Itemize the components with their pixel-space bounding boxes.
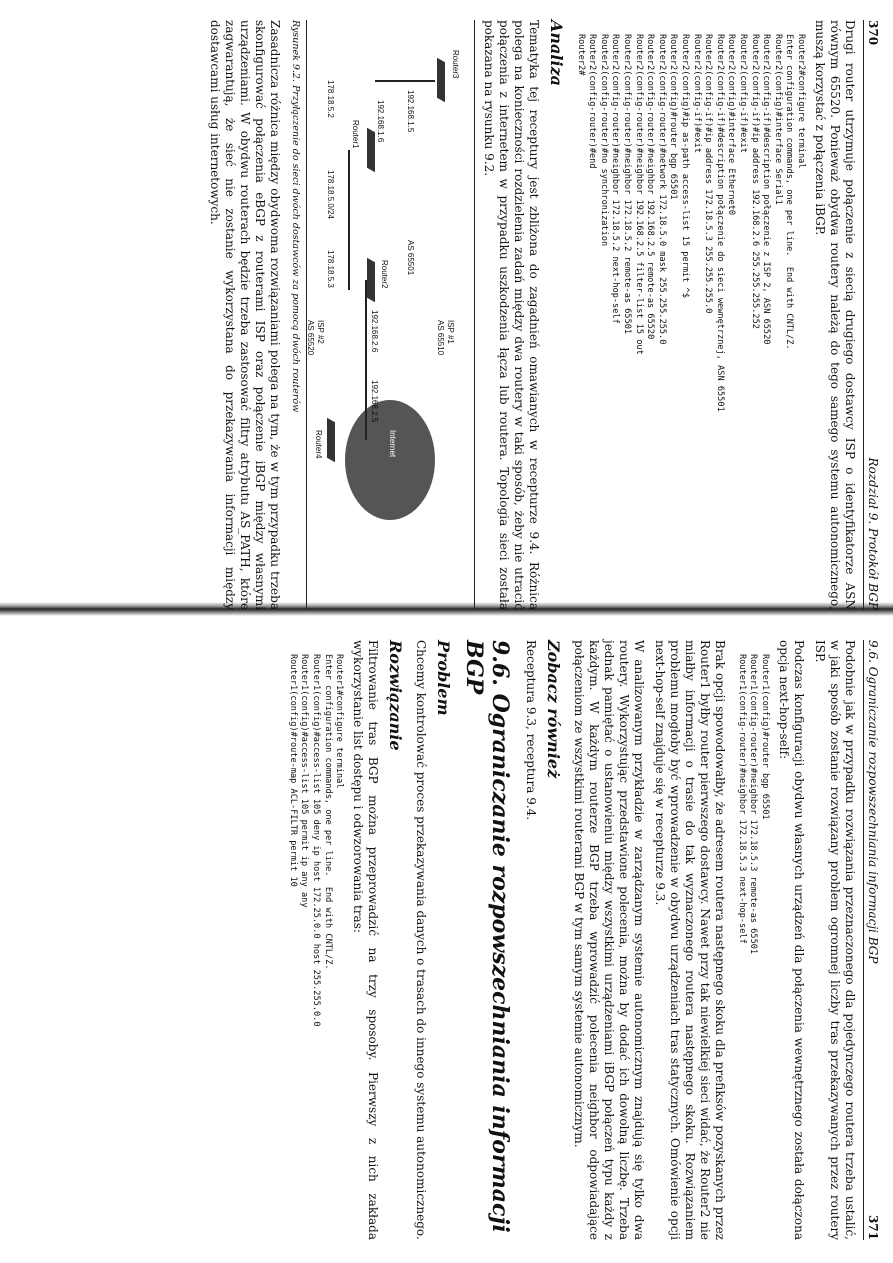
lan-segment <box>348 150 350 290</box>
route-map-code: Router1#configure terminal Enter configuration commands, one per line. End with CNTL/Z. Router1(config)#access-list 105 deny ip host 172.25.0.0 host 255.255.0.0 Router1(config)#access-list 105 permit ip any any Router1(config)#route-map ACL-FILTR permit 10 <box>287 654 345 1027</box>
analysis-paragraph: Tematyka tej receptury jest zbliżona do zagadnień omawianych w recepturze 9.4. Różnica polega na konieczności rozdzielenia zadań między dwa routery w taki sposób, żeby nie utracić połączenia z internetem w przypadku uszkodzenia łącza lub routera. Topologia sieci została pokazana na rysunku 9.2. <box>482 20 542 610</box>
see-also-text: Receptura 9.3, receptura 9.4. <box>524 640 539 821</box>
router1-label: Router1 <box>351 120 361 149</box>
as65520-label: AS 65520 <box>306 320 316 356</box>
internet-label: Internet <box>388 430 398 458</box>
net-178-18-5-0-24: 178.18.5.0/24 <box>326 170 336 219</box>
figure-border-top <box>474 20 475 610</box>
analysis-heading: Analiza <box>547 20 567 87</box>
router2-label: Router2 <box>380 260 390 289</box>
chapter-title: 9.6. Ograniczanie rozpowszechniania informacji BGP <box>866 640 880 964</box>
figure-border-bottom <box>306 20 307 610</box>
problem-text: Chcemy kontrolować proces przekazywania danych o trasach do innego systemu autonomicznego. <box>414 640 429 1240</box>
ip-192-168-1-5: 192.168.1.5 <box>406 90 416 133</box>
router4-icon <box>327 418 335 463</box>
paragraph-3: Brak opcji spowodowałby, że adresem routera następnego skoku dla prefiksów pozyskanych przez Router1 byłby router pierwszego dostawcy. Nawet przy tak niewielkiej sieci widać, że Router2 nie miałby informacji o trasie do tak wyznaczonego routera następnego skoku. Rozwiązaniem problemu mogłoby być wprowadzenie w obydwu urządzeniach tras statycznych. Omówienie opcji next-hop-self znajduje się w recepturze 9.3. <box>653 640 728 1240</box>
left-page <box>20 20 880 610</box>
ip-192-168-2-5: 192.168.2.5 <box>370 380 380 423</box>
paragraph-2: Podczas konfiguracji obydwu własnych urządzeń dla połączenia wewnętrznego została dołączona opcja next-hop-self: <box>777 640 806 1240</box>
router2-icon <box>367 258 375 303</box>
paragraph-1: Podobnie jak w przypadku rozwiązania przeznaczonego dla pojedynczego routera trzeba ustalić, w jaki sposób zostanie rozwiązany problem ogromnej liczby tras przekazywanych przez routery ISP. <box>813 640 857 1240</box>
ip-192-168-2-6: 192.168.2.6 <box>370 310 380 353</box>
router1-nexthop-code: Router1(config)#router bgp 65501 Router1(config-router)#neighbor 172.18.5.3 remote-as 65501 Router1(config-router)#neighbor 172.18.5.3 next-hop-self <box>736 654 770 955</box>
paragraph-4: W analizowanym przykładzie w zarządzanym systemie autonomicznym znajdują się tylko dwa routery. Wykorzystując przedstawione polecenia, można by dodać ich dowolną liczbę. Trzeba jednak pamiętać o ustanowieniu między wszystkimi urządzeniami iBGP połączeń typu każdy z każdym. W każdym routerze BGP trzeba wprowadzić polecenia neighbor odpowiadające połączeniom ze wszystkimi routerami BGP w tym samym systemie autonomicznym. <box>572 640 647 1240</box>
isp2-label: ISP #2 <box>316 320 326 344</box>
closing-paragraph: Zasadnicza różnica między obydwoma rozwiązaniami polega na tym, że w tym przypadku trzeba skonfigurować połączenia eBGP z routerami ISP oraz połączenie iBGP między własnymi urządzeniami. W obydwu routerach będzie trzeba zastosować filtry atrybutu AS_PATH, które zagwarantują, że sieć nie zostanie wykorzystana do przekazywania informacji między dostawcami usług internetowych. <box>208 20 283 610</box>
see-also-heading: Zobacz również <box>544 640 564 779</box>
ip-178-18-5-3: 178.18.5.3 <box>326 250 336 288</box>
router3-label: Router3 <box>451 50 461 79</box>
chapter-title: Rozdział 9. Protokół BGP <box>866 457 880 610</box>
figure-caption: Rysunek 9.2. Przyłączenie do sieci dwóch dostawców za pomocą dwóch routerów <box>290 20 302 413</box>
page-number: 370 <box>866 20 880 46</box>
page-number: 371 <box>866 1214 880 1240</box>
network-topology-figure <box>305 20 475 610</box>
router3-icon <box>437 58 445 103</box>
section-title: 9.6. Ograniczanie rozpowszechniania informacji BGP <box>461 640 514 1233</box>
page-header <box>863 640 880 1240</box>
problem-heading: Problem <box>434 640 454 716</box>
solution-heading: Rozwiązanie <box>386 640 406 751</box>
router2-config-code: Router2#configure terminal Enter configuration commands, one per line. End with CNTL/Z. Router2(config)#interface Serial1 Router2(config-if)#description połączenie z ISP 2, ASN 65520 Router2(config-if)#ip address 192.168.2.6 255.255.255.252 Router2(config-if)#exit Router2(config)#interface Ethernet0 Router2(config-if)#description połączenie do sieci wewnętrznej, ASN 65501 Router2(config-if)#ip address 172.18.5.3 255.255.255.0 Router2(config-if)#exit Router2(config)#ip as-path access-list 15 permit ^$ Router2(config)#router bgp 65501 Router2(config-router)#network 172.18.5.0 mask 255.255.255.0 Router2(config-router)#neighbor 192.168.2.5 remote-as 65520 Router2(config-router)#neighbor 192.168.2.5 filter-list 15 out Router2(config-router)#neighbor 172.18.5.2 remote-as 65501 Router2(config-router)#neighbor 172.18.5.2 next-hop-self Router2(config-router)#no synchronization Router2(config-router)#end Router2# <box>575 34 806 412</box>
router4-label: Router4 <box>314 430 324 459</box>
as65510-label: AS 65510 <box>436 320 446 356</box>
page-header <box>863 20 880 610</box>
right-page <box>20 640 880 1240</box>
intro-paragraph: Drugi router utrzymuje połączenie z siecią drugiego dostawcy ISP o identyfikatorze ASN równym 65520. Ponieważ obydwa routery należą do tego samego systemu autonomicznego, muszą korzystać z połączenia iBGP. <box>813 20 857 610</box>
internet-cloud-icon <box>345 400 435 520</box>
link-router2-router4 <box>365 280 367 440</box>
link-router3-router1 <box>375 80 435 82</box>
isp1-label: ISP #1 <box>446 320 456 344</box>
solution-text: Filtrowanie tras BGP można przeprowadzić na trzy sposoby. Pierwszy z nich zakłada wykorzystanie list dostępu i odwzorowania tras: <box>351 640 381 1240</box>
ip-178-18-5-2: 178.18.5.2 <box>326 80 336 118</box>
router1-icon <box>367 128 375 173</box>
ip-192-168-1-6: 192.168.1.6 <box>376 100 386 143</box>
as65501-label: AS 65501 <box>406 240 416 276</box>
